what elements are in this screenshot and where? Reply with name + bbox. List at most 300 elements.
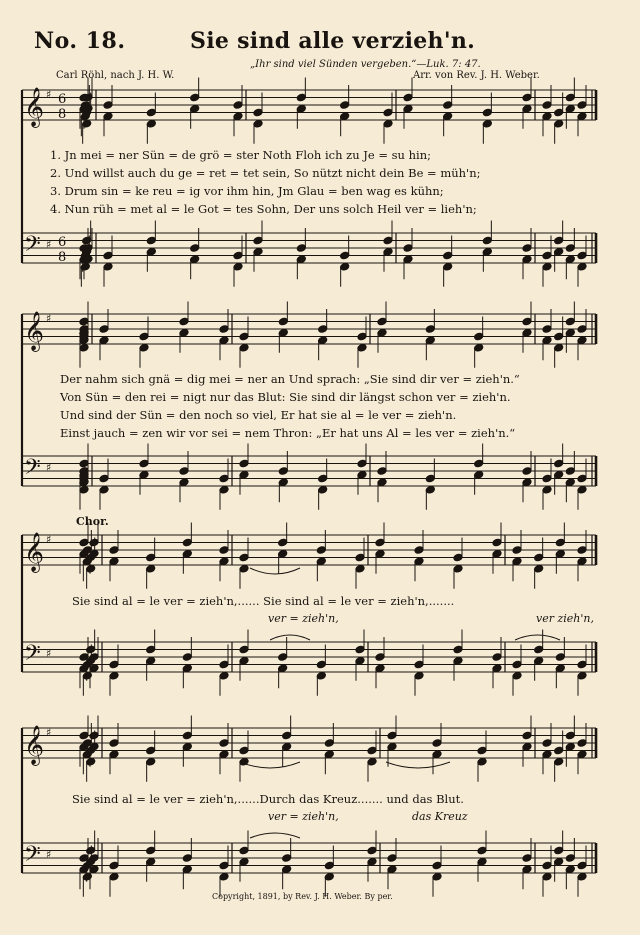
composer-credit: Carl Röhl, nach J. H. W. [56, 70, 175, 81]
notehead [109, 546, 119, 555]
notehead [89, 854, 99, 863]
notehead [296, 255, 306, 264]
notehead [577, 262, 587, 271]
notehead [453, 553, 463, 562]
notehead [146, 656, 156, 665]
notehead [79, 731, 89, 740]
notehead [377, 328, 387, 337]
notehead [542, 872, 552, 881]
notehead [278, 467, 288, 476]
notehead [139, 343, 149, 352]
notehead [477, 757, 487, 766]
notehead [542, 861, 552, 870]
notehead [482, 108, 492, 117]
notehead [316, 546, 326, 555]
notehead [554, 857, 564, 866]
notehead [219, 336, 229, 345]
notehead [99, 474, 109, 483]
hymn-number: No. 18. [34, 28, 126, 54]
sharp-icon: ♯ [46, 726, 52, 739]
notehead [324, 750, 334, 759]
notehead [554, 332, 564, 341]
notehead [542, 251, 552, 260]
notehead [414, 660, 424, 669]
notehead [109, 671, 119, 680]
notehead [146, 746, 156, 755]
notehead [146, 247, 156, 256]
sharp-icon: ♯ [46, 88, 52, 101]
notehead [103, 251, 113, 260]
notehead [477, 746, 487, 755]
notehead [239, 645, 249, 654]
notehead [103, 262, 113, 271]
notehead [182, 731, 192, 740]
hymn-title: Sie sind alle verzieh'n. [190, 28, 476, 54]
slur [250, 568, 300, 574]
notehead [182, 538, 192, 547]
notehead [357, 332, 367, 341]
bass-clef-icon: 𝄢 [24, 455, 41, 485]
bass-clef-icon: 𝄢 [24, 232, 41, 262]
notehead [179, 478, 189, 487]
notehead [89, 653, 99, 662]
notehead [383, 247, 393, 256]
notehead [219, 872, 229, 881]
notehead [239, 553, 249, 562]
notehead [443, 251, 453, 260]
notehead [403, 93, 413, 102]
notehead [182, 742, 192, 751]
notehead [554, 247, 564, 256]
notehead [432, 739, 442, 748]
notehead [79, 538, 89, 547]
notehead [89, 731, 99, 740]
notehead [367, 846, 377, 855]
chorus-line-2-bass-a: ver = zieh'n, [268, 810, 339, 823]
notehead [86, 846, 96, 855]
sharp-icon: ♯ [46, 312, 52, 325]
notehead [316, 671, 326, 680]
notehead [577, 112, 587, 121]
notehead [512, 557, 522, 566]
notehead [554, 459, 564, 468]
notehead [316, 660, 326, 669]
notehead [146, 846, 156, 855]
notehead [534, 564, 544, 573]
notehead [367, 757, 377, 766]
notehead [82, 671, 92, 680]
verse-4-line-1: 4. Nun rüh = met al = le Got = tes Sohn, Der uns solch Heil ver = lieh'n; [50, 202, 477, 216]
bass-clef-icon: 𝄢 [24, 842, 41, 872]
verse-1-line-1: 1. Jn mei = ner Sün = de grö = ster Noth Floh ich zu Je = su hin; [50, 148, 431, 162]
notehead [565, 865, 575, 874]
notehead [383, 108, 393, 117]
notehead [565, 742, 575, 751]
time-signature-top: 6 [58, 92, 67, 107]
notehead [403, 104, 413, 113]
notehead [340, 262, 350, 271]
treble-clef-icon: 𝄞 [24, 725, 45, 765]
notehead [239, 332, 249, 341]
notehead [414, 546, 424, 555]
arranger-credit: Arr. von Rev. J. H. Weber. [413, 70, 540, 81]
notehead [355, 553, 365, 562]
notehead [492, 664, 502, 673]
notehead [82, 236, 92, 245]
notehead [383, 236, 393, 245]
notehead [99, 485, 109, 494]
notehead [554, 119, 564, 128]
notehead [233, 251, 243, 260]
scripture-epigraph: „Ihr sind viel Sünden vergeben.“—Luk. 7: 47. [250, 59, 481, 70]
notehead [542, 262, 552, 271]
notehead [554, 746, 564, 755]
notehead [482, 236, 492, 245]
notehead [99, 336, 109, 345]
notehead [82, 119, 92, 128]
notehead [375, 549, 385, 558]
notehead [324, 861, 334, 870]
notehead [522, 317, 532, 326]
notehead [99, 325, 109, 334]
notehead [474, 332, 484, 341]
notehead [375, 664, 385, 673]
notehead [377, 317, 387, 326]
notehead [278, 478, 288, 487]
notehead [179, 467, 189, 476]
notehead [79, 343, 89, 352]
notehead [179, 317, 189, 326]
notehead [89, 538, 99, 547]
notehead [522, 731, 532, 740]
notehead [86, 645, 96, 654]
notehead [367, 746, 377, 755]
notehead [577, 485, 587, 494]
notehead [282, 854, 292, 863]
notehead [146, 236, 156, 245]
notehead [474, 343, 484, 352]
notehead [577, 474, 587, 483]
notehead [182, 664, 192, 673]
sharp-icon: ♯ [46, 647, 52, 660]
notehead [453, 645, 463, 654]
notehead [477, 846, 487, 855]
notehead [357, 459, 367, 468]
notehead [278, 317, 288, 326]
verse-4-line-2: Einst jauch = zen wir vor sei = nem Thron: „Er hat uns Al = les ver = zieh'n.“ [60, 426, 516, 440]
notehead [542, 739, 552, 748]
notehead [357, 343, 367, 352]
time-signature-bottom: 8 [58, 107, 67, 122]
notehead [278, 549, 288, 558]
chorus-line-1-bass-a: ver = zieh'n, [268, 612, 339, 625]
notehead [565, 93, 575, 102]
notehead [367, 857, 377, 866]
notehead [340, 251, 350, 260]
notehead [79, 485, 89, 494]
verse-2-line-1: 2. Und willst auch du ge = ret = tet sein, So nützt nicht dein Be = müh'n; [50, 166, 481, 180]
slur [270, 635, 310, 640]
notehead [282, 865, 292, 874]
notehead [139, 459, 149, 468]
notehead [86, 564, 96, 573]
notehead [182, 549, 192, 558]
bass-clef-icon: 𝄢 [24, 641, 41, 671]
notehead [79, 459, 89, 468]
notehead [443, 112, 453, 121]
notehead [577, 325, 587, 334]
notehead [542, 474, 552, 483]
notehead [414, 557, 424, 566]
notehead [219, 474, 229, 483]
notehead [103, 101, 113, 110]
notehead [522, 255, 532, 264]
notehead [233, 262, 243, 271]
notehead [219, 325, 229, 334]
notehead [403, 255, 413, 264]
notehead [239, 564, 249, 573]
notehead [109, 660, 119, 669]
notehead [146, 108, 156, 117]
notehead [425, 325, 435, 334]
copyright-notice: Copyright, 1891, by Rev. J. H. Weber. By per. [212, 892, 393, 901]
notehead [425, 336, 435, 345]
notehead [542, 112, 552, 121]
notehead [278, 538, 288, 547]
chorus-line-1-bass-b: ver zieh'n, [536, 612, 594, 625]
verse-2-line-2: Von Sün = den rei = nigt nur das Blut: Sie sind dir längst schon ver = zieh'n. [60, 390, 511, 404]
notehead [278, 328, 288, 337]
notehead [324, 739, 334, 748]
notehead [534, 656, 544, 665]
notehead [554, 236, 564, 245]
notehead [103, 112, 113, 121]
notehead [146, 857, 156, 866]
notehead [492, 653, 502, 662]
notehead [577, 557, 587, 566]
notehead [146, 119, 156, 128]
notehead [403, 244, 413, 253]
notehead [219, 485, 229, 494]
notehead [375, 653, 385, 662]
notehead [512, 546, 522, 555]
notehead [219, 660, 229, 669]
notehead [522, 104, 532, 113]
chorus-label: Chor. [76, 515, 109, 528]
sharp-icon: ♯ [46, 848, 52, 861]
notehead [453, 564, 463, 573]
notehead [554, 846, 564, 855]
notehead [318, 485, 328, 494]
notehead [522, 478, 532, 487]
notehead [492, 538, 502, 547]
notehead [190, 244, 200, 253]
notehead [355, 645, 365, 654]
notehead [318, 336, 328, 345]
notehead [565, 317, 575, 326]
notehead [324, 872, 334, 881]
notehead [190, 104, 200, 113]
notehead [555, 653, 565, 662]
notehead [139, 470, 149, 479]
notehead [109, 750, 119, 759]
notehead [182, 865, 192, 874]
notehead [296, 244, 306, 253]
notehead [80, 262, 90, 271]
notehead [577, 750, 587, 759]
notehead [577, 739, 587, 748]
notehead [239, 846, 249, 855]
notehead [534, 645, 544, 654]
notehead [182, 854, 192, 863]
notehead [233, 101, 243, 110]
notehead [296, 104, 306, 113]
notehead [239, 470, 249, 479]
notehead [146, 553, 156, 562]
notehead [565, 731, 575, 740]
notehead [425, 485, 435, 494]
notehead [522, 93, 532, 102]
notehead [146, 564, 156, 573]
notehead [542, 101, 552, 110]
notehead [109, 739, 119, 748]
notehead [219, 739, 229, 748]
notehead [522, 328, 532, 337]
notehead [577, 101, 587, 110]
notehead [340, 101, 350, 110]
notehead [219, 557, 229, 566]
notehead [340, 112, 350, 121]
notehead [565, 255, 575, 264]
notehead [477, 857, 487, 866]
notehead [432, 861, 442, 870]
notehead [109, 872, 119, 881]
notehead [219, 671, 229, 680]
notehead [318, 474, 328, 483]
notehead [253, 236, 263, 245]
notehead [492, 549, 502, 558]
notehead [239, 343, 249, 352]
slur [250, 833, 300, 838]
notehead [377, 467, 387, 476]
notehead [355, 564, 365, 573]
notehead [357, 470, 367, 479]
notehead [522, 865, 532, 874]
notehead [565, 104, 575, 113]
notehead [109, 861, 119, 870]
notehead [383, 119, 393, 128]
notehead [387, 865, 397, 874]
notehead [139, 332, 149, 341]
chorus-line-2-bass-b: das Kreuz [412, 810, 468, 823]
notehead [512, 660, 522, 669]
notehead [522, 854, 532, 863]
notehead [577, 251, 587, 260]
notehead [542, 336, 552, 345]
notehead [443, 262, 453, 271]
notehead [565, 328, 575, 337]
notehead [542, 325, 552, 334]
notehead [565, 244, 575, 253]
notehead [253, 119, 263, 128]
notehead [482, 119, 492, 128]
notehead [565, 478, 575, 487]
notehead [233, 112, 243, 121]
notehead [253, 247, 263, 256]
notehead [577, 336, 587, 345]
notehead [239, 857, 249, 866]
notehead [239, 459, 249, 468]
notehead [522, 742, 532, 751]
notehead [219, 861, 229, 870]
notehead [432, 872, 442, 881]
notehead [554, 470, 564, 479]
notehead [577, 546, 587, 555]
notehead [555, 549, 565, 558]
notehead [282, 742, 292, 751]
notehead [577, 872, 587, 881]
notehead [318, 325, 328, 334]
notehead [565, 854, 575, 863]
notehead [512, 671, 522, 680]
notehead [542, 485, 552, 494]
notehead [219, 546, 229, 555]
notehead [577, 671, 587, 680]
notehead [482, 247, 492, 256]
notehead [239, 656, 249, 665]
notehead [253, 108, 263, 117]
verse-3-line-1: 3. Drum sin = ke reu = ig vor ihm hin, Jm Glau = ben wag es kühn; [50, 184, 444, 198]
notehead [190, 255, 200, 264]
notehead [387, 731, 397, 740]
notehead [355, 656, 365, 665]
notehead [522, 244, 532, 253]
notehead [453, 656, 463, 665]
notehead [443, 101, 453, 110]
notehead [375, 538, 385, 547]
notehead [554, 108, 564, 117]
notehead [474, 470, 484, 479]
notehead [179, 328, 189, 337]
notehead [555, 664, 565, 673]
notehead [278, 653, 288, 662]
notehead [86, 757, 96, 766]
notehead [425, 474, 435, 483]
notehead [190, 93, 200, 102]
notehead [565, 467, 575, 476]
notehead [377, 478, 387, 487]
treble-clef-icon: 𝄞 [24, 311, 45, 351]
notehead [296, 93, 306, 102]
notehead [577, 660, 587, 669]
slur [515, 635, 560, 640]
chorus-line-2-soprano: Sie sind al = le ver = zieh'n,......Durch das Kreuz....... und das Blut. [72, 792, 464, 806]
notehead [542, 750, 552, 759]
notehead [534, 553, 544, 562]
notehead [219, 750, 229, 759]
notehead [239, 746, 249, 755]
notehead [432, 750, 442, 759]
notehead [82, 872, 92, 881]
sharp-icon: ♯ [46, 533, 52, 546]
slur [386, 762, 450, 768]
time-signature-bottom: 8 [58, 250, 67, 265]
notehead [182, 653, 192, 662]
notehead [387, 742, 397, 751]
notehead [522, 467, 532, 476]
notehead [554, 343, 564, 352]
notehead [474, 459, 484, 468]
